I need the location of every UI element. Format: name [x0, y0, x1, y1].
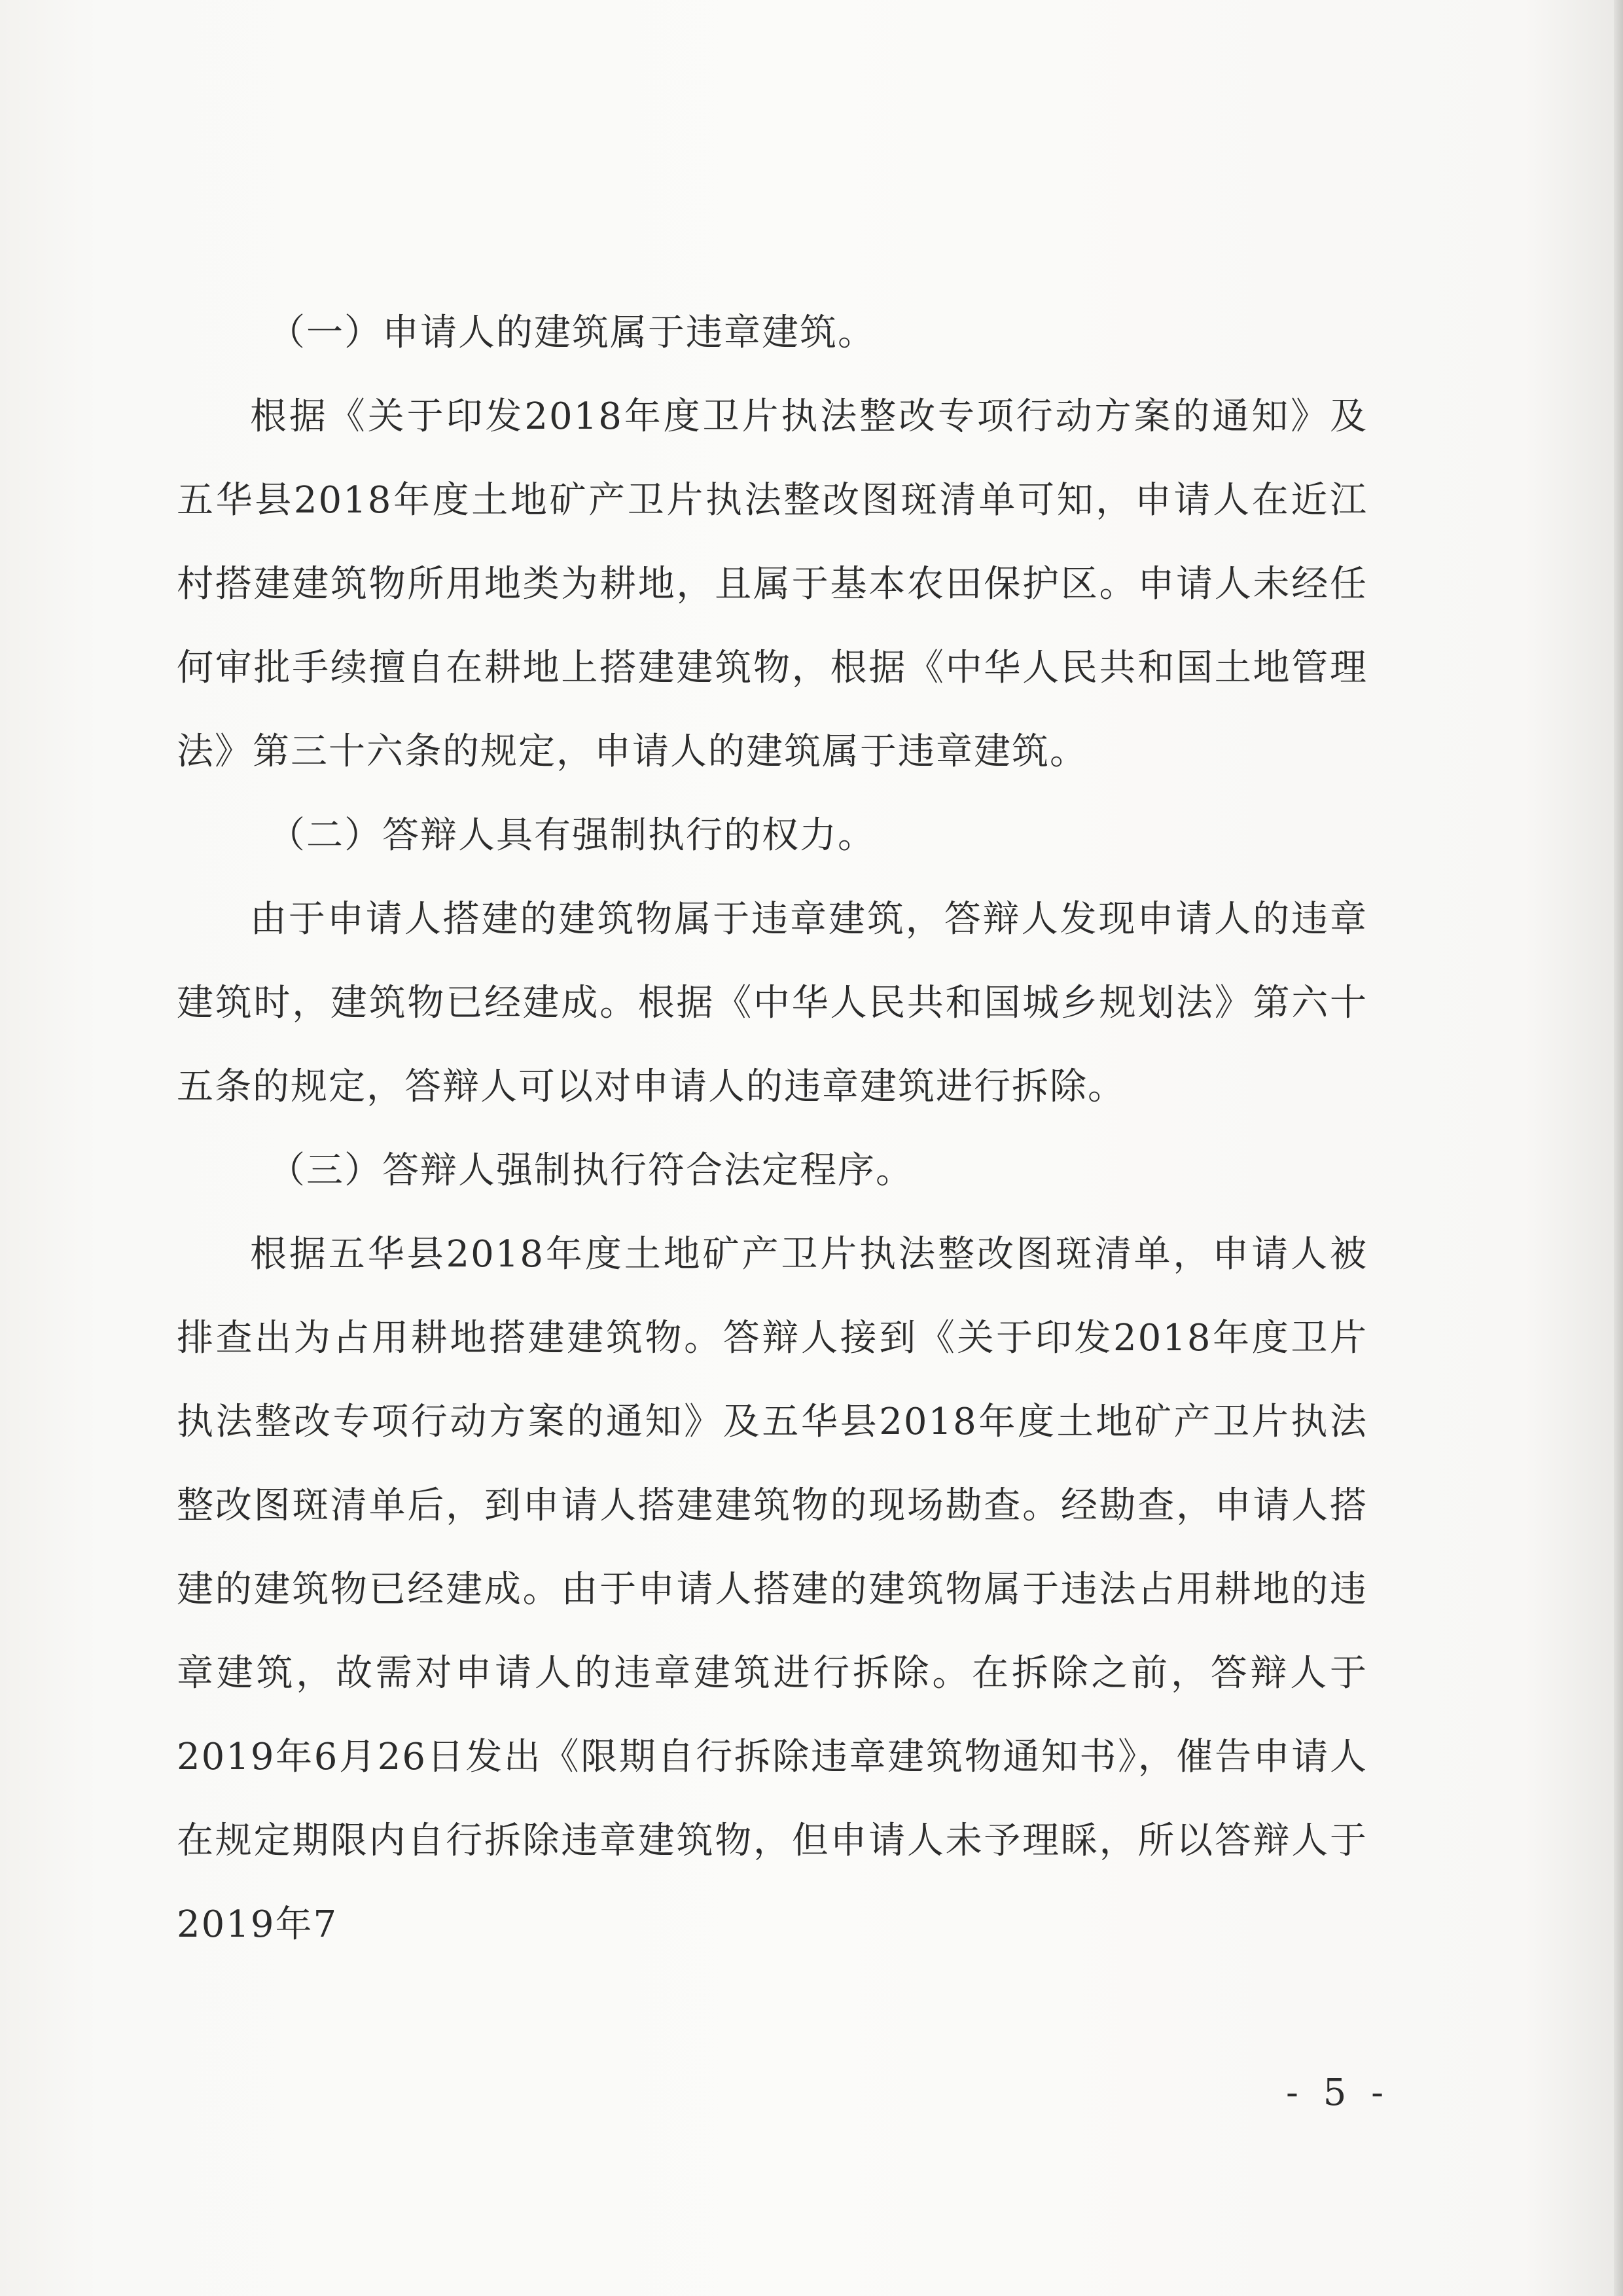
section-paragraph-2: 由于申请人搭建的建筑物属于违章建筑，答辩人发现申请人的违章建筑时，建筑物已经建成。根据《中华人民共和国城乡规划法》第六十五条的规定，答辩人可以对申请人的违章建筑进行拆除。: [177, 898, 1368, 1108]
page-edge-shadow: [1614, 0, 1623, 2296]
document-body: [177, 291, 1368, 1967]
section-paragraph-1: 根据《关于印发2018年度卫片执法整改专项行动方案的通知》及五华县2018年度土地矿产卫片执法整改图斑清单可知，申请人在近江村搭建建筑物所用地类为耕地，且属于基本农田保护区。申请人未经任何审批手续擅自在耕地上搭建建筑物，根据《中华人民共和国土地管理法》第三十六条的规定，申请人的建筑属于违章建筑。: [177, 395, 1368, 773]
page-number: - 5 -: [1286, 2072, 1391, 2114]
section-heading-2: （二）答辩人具有强制执行的权力。: [268, 814, 876, 857]
section-paragraph-3: 根据五华县2018年度土地矿产卫片执法整改图斑清单，申请人被排查出为占用耕地搭建建筑物。答辩人接到《关于印发2018年度卫片执法整改专项行动方案的通知》及五华县2018年度土地矿产卫片执法整改图斑清单后，到申请人搭建建筑物的现场勘查。经勘查，申请人搭建的建筑物已经建成。由于申请人搭建的建筑物属于违法占用耕地的违章建筑，故需对申请人的违章建筑进行拆除。在拆除之前，答辩人于2019年6月26日发出《限期自行拆除违章建筑物通知书》，催告申请人在规定期限内自行拆除违章建筑物，但申请人未予理睬，所以答辩人于2019年7: [177, 1233, 1368, 1946]
section-heading-3: （三）答辩人强制执行符合法定程序。: [268, 1149, 914, 1192]
section-heading-1: （一）申请人的建筑属于违章建筑。: [268, 312, 876, 354]
